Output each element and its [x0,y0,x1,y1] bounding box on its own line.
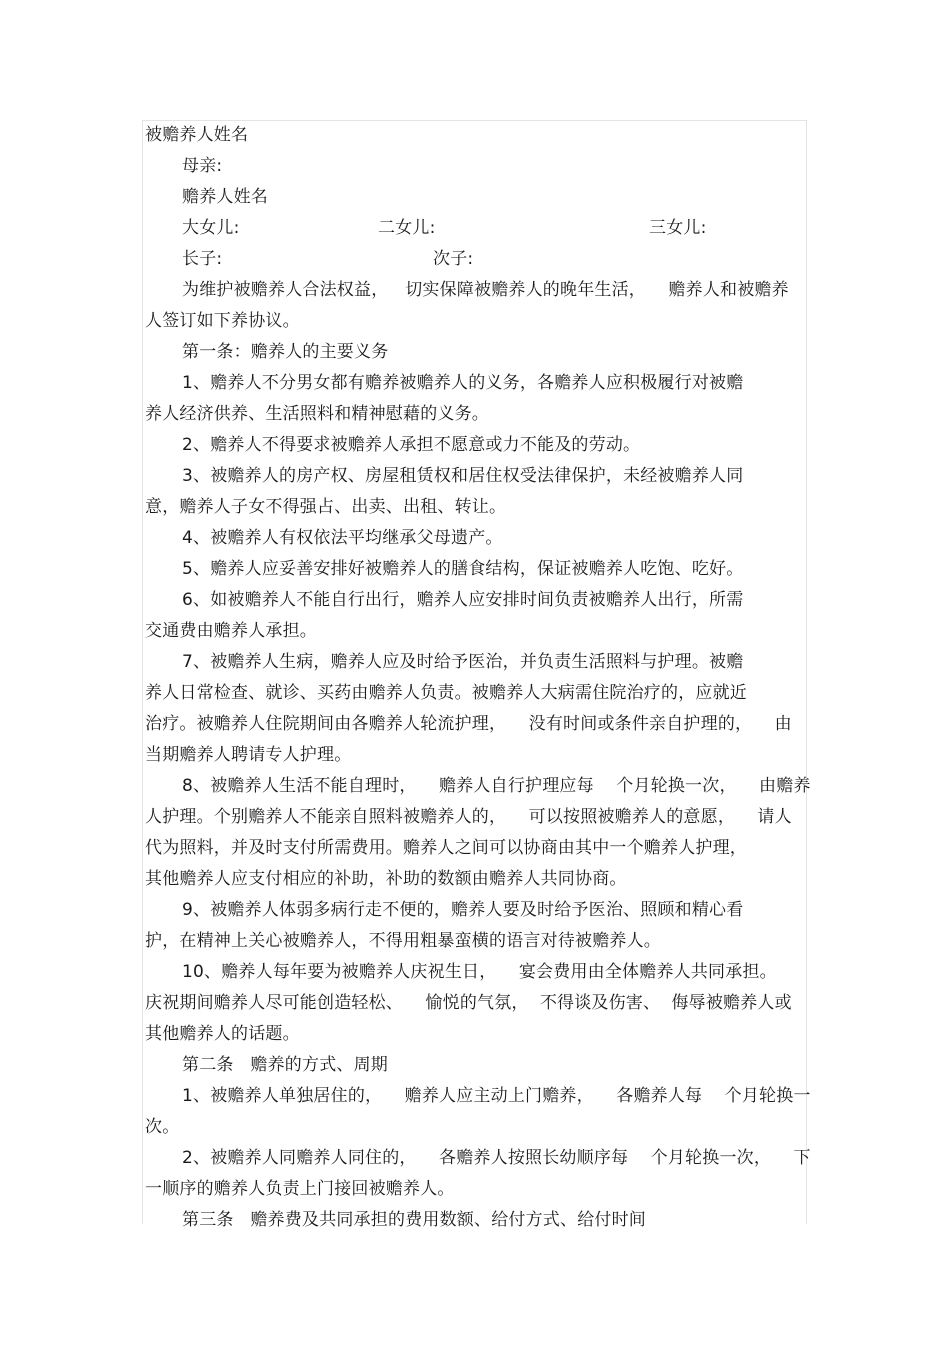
preamble-line: 人签订如下养协议。 [145,311,300,331]
eldest-daughter-label: 大女儿: [182,218,240,238]
article2-line: 一顺序的赡养人负责上门接回被赡养人。 [145,1179,455,1199]
article2-title: 第二条 赡养的方式、周期 [182,1055,389,1075]
article1-line: 10、赡养人每年要为被赡养人庆祝生日， 宴会费用由全体赡养人共同承担。 [182,962,777,982]
article1-line: 当期赡养人聘请专人护理。 [145,745,352,765]
article1-line: 5、赡养人应妥善安排好被赡养人的膳食结构，保证被赡养人吃饱、吃好。 [182,559,744,579]
article1-line: 庆祝期间赡养人尽可能创造轻松、 愉悦的气氛， 不得谈及伤害、 侮辱被赡养人或 [145,993,792,1013]
article1-line: 护，在精神上关心被赡养人，不得用粗暴蛮横的语言对待被赡养人。 [145,931,661,951]
third-daughter-label: 三女儿: [649,218,707,238]
article1-line: 其他赡养人的话题。 [145,1024,300,1044]
article1-line: 1、赡养人不分男女都有赡养被赡养人的义务，各赡养人应积极履行对被赡 [182,373,744,393]
article1-line: 3、被赡养人的房产权、房屋租赁权和居住权受法律保护，未经被赡养人同 [182,466,744,486]
article1-line: 人护理。个别赡养人不能亲自照料被赡养人的， 可以按照被赡养人的意愿， 请人 [145,807,792,827]
article1-line: 养人经济供养、生活照料和精神慰藉的义务。 [145,404,489,424]
article2-line: 1、被赡养人单独居住的， 赡养人应主动上门赡养， 各赡养人每 个月轮换一 [182,1086,811,1106]
article1-line: 9、被赡养人体弱多病行走不便的，赡养人要及时给予医治、照顾和精心看 [182,900,744,920]
article1-title: 第一条：赡养人的主要义务 [182,342,389,362]
article1-line: 7、被赡养人生病，赡养人应及时给予医治，并负责生活照料与护理。被赡 [182,652,744,672]
article2-line: 2、被赡养人同赡养人同住的， 各赡养人按照长幼顺序每 个月轮换一次， 下 [182,1148,811,1168]
supporter-name-label: 赡养人姓名 [182,187,268,207]
article3-title: 第三条 赡养费及共同承担的费用数额、给付方式、给付时间 [182,1210,647,1230]
dependent-name-label: 被赡养人姓名 [145,125,249,145]
article2-line: 次。 [145,1117,180,1137]
article1-line: 养人日常检查、就诊、买药由赡养人负责。被赡养人大病需住院治疗的，应就近 [145,683,747,703]
article1-line: 2、赡养人不得要求被赡养人承担不愿意或力不能及的劳动。 [182,435,641,455]
article1-line: 代为照料，并及时支付所需费用。赡养人之间可以协商由其中一个赡养人护理， [145,838,747,858]
article1-line: 8、被赡养人生活不能自理时， 赡养人自行护理应每 个月轮换一次， 由赡养 [182,776,811,796]
article1-line: 意，赡养人子女不得强占、出卖、出租、转让。 [145,497,507,517]
article1-line: 其他赡养人应支付相应的补助，补助的数额由赡养人共同协商。 [145,869,627,889]
article1-line: 交通费由赡养人承担。 [145,621,317,641]
article1-line: 治疗。被赡养人住院期间由各赡养人轮流护理， 没有时间或条件亲自护理的， 由 [145,714,792,734]
article1-line: 6、如被赡养人不能自行出行，赡养人应安排时间负责被赡养人出行，所需 [182,590,744,610]
mother-label: 母亲: [182,156,223,176]
preamble-line: 为维护被赡养人合法权益， 切实保障被赡养人的晚年生活， 赡养人和被赡养 [182,280,789,300]
article1-line: 4、被赡养人有权依法平均继承父母遗产。 [182,528,503,548]
second-son-label: 次子: [433,249,474,269]
second-daughter-label: 二女儿: [378,218,436,238]
eldest-son-label: 长子: [182,249,223,269]
